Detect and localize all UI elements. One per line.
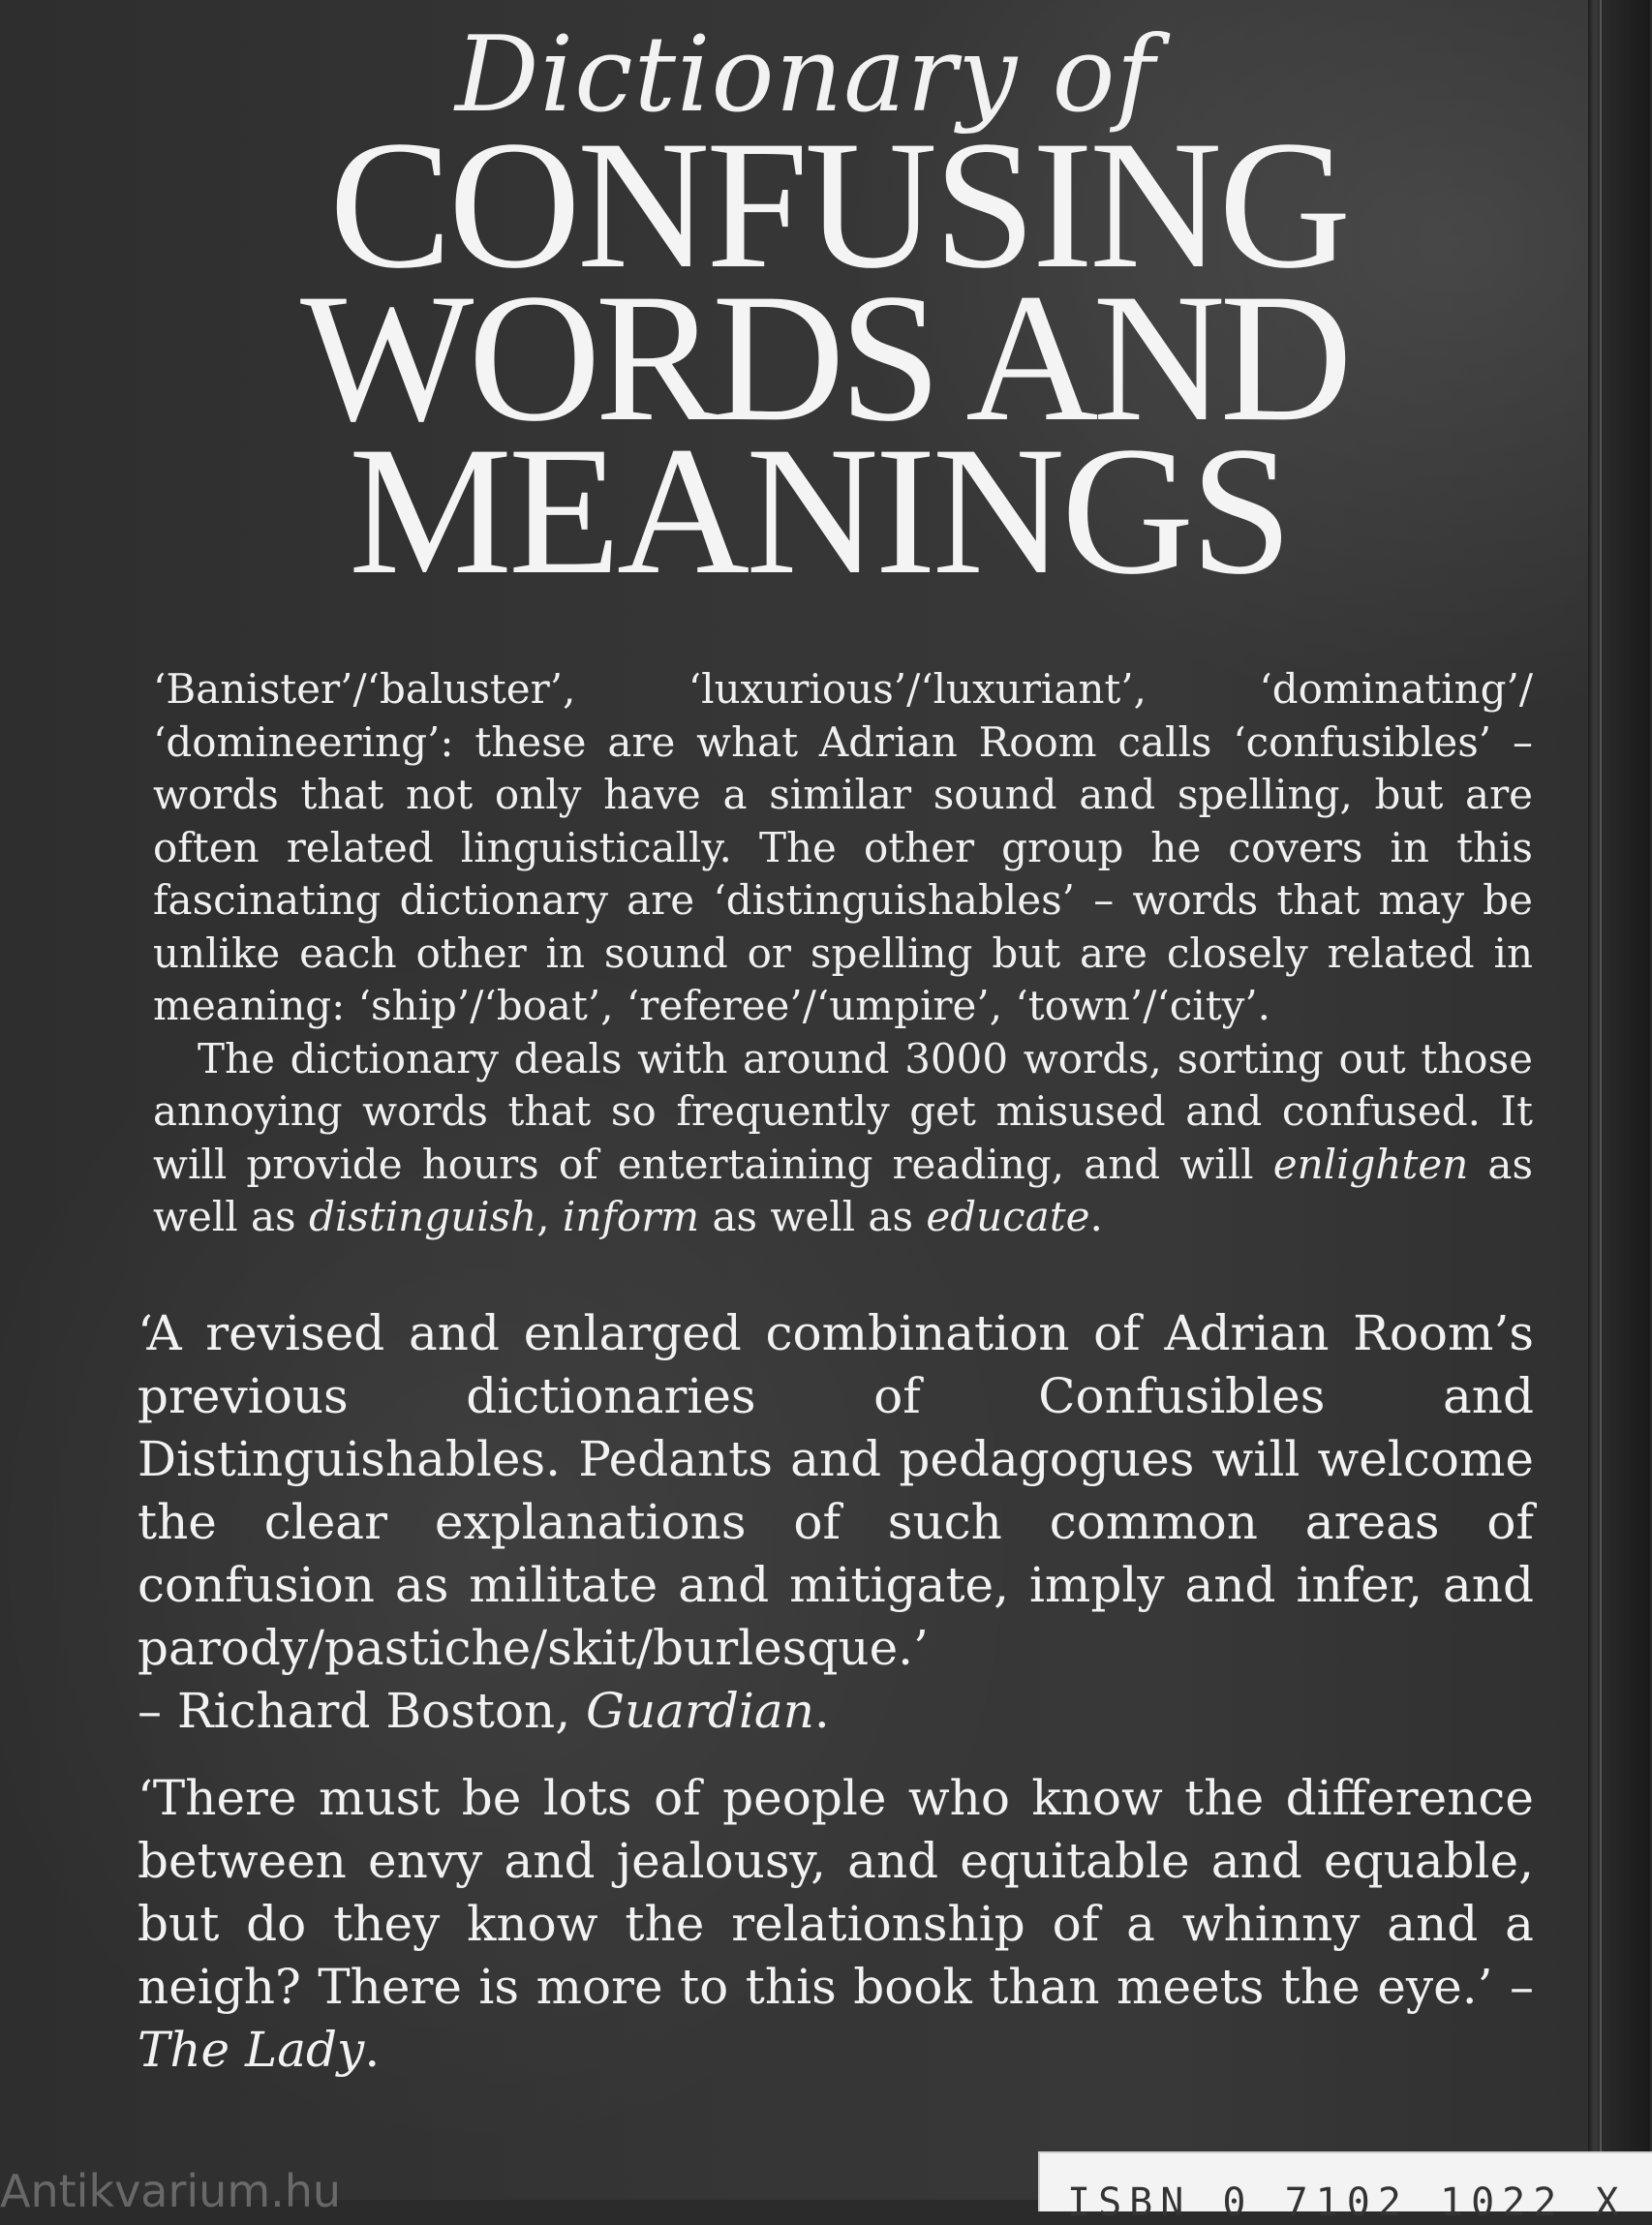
description-connector-2: , [536,1193,563,1240]
emphasis-enlighten: enlighten [1272,1140,1469,1188]
description-connector-3: as well as [699,1193,927,1240]
description-paragraph-2-text: The dictionary deals with around 3000 words, sorting out those annoying words that so frequently get misused and confused. It will provide hours of entertaining reading, and will [153,1034,1533,1188]
watermark-text: Antikvarium.hu [0,2165,342,2217]
isbn-number: ISBN 0 7102 1022 X [1067,2180,1627,2225]
review-attribution-end: . [364,2022,381,2078]
emphasis-distinguish: distinguish [308,1193,537,1240]
title-line-dictionary-of: Dictionary of [455,15,1156,136]
title-line-meanings: MEANINGS [349,410,1289,613]
review-quote-text: ‘A revised and enlarged combination of Adrian Room’s previous dictionaries of Confusibles and Distinguishables. Pedants and pedagogues will welcome the clear explanations of such common areas of confusion as militate and mitigate, imply and infer, and parody/pastiche/skit/burlesque.’ [138,1305,1534,1676]
review-quote-guardian [138,1302,1534,1743]
emphasis-educate: educate [926,1193,1090,1240]
review-source: Guardian [586,1683,814,1739]
isbn-sticker [1038,2151,1652,2225]
emphasis-inform: inform [562,1193,700,1240]
review-author: – Richard Boston, [138,1683,587,1739]
description-paragraph-2 [153,1033,1533,1244]
spine-edge [1588,0,1650,2200]
review-quote-the-lady [138,1767,1534,2082]
description-paragraph-1: ‘Banister’/‘baluster’, ‘luxurious’/‘luxuriant’, ‘dominating’/ ‘domineering’: these are what Adrian Room calls ‘confusibles’ – words that not only have a similar sound and spelling, but are often related linguistically. The other group he covers in this fascinating dictionary are ‘distinguishables’ – words that may be unlike each other in sound or spelling but are closely related in meaning: ‘ship’/‘boat’, ‘referee’/‘umpire’, ‘town’/‘city’. [153,665,1533,1029]
description-connector-1: as well as [153,1140,1533,1240]
book-description [153,663,1533,1244]
review-source: The Lady [138,2022,365,2078]
title-line-confusing: CONFUSING [329,104,1348,307]
review-quote-text: ‘There must be lots of people who know the difference between envy and jealousy, and equitable and equable, but do they know the relationship of a whinny and a neigh? There is more to this book than meets the eye.’ – [138,1770,1534,2015]
spine-fold-line [1600,0,1602,2200]
review-attribution [138,1680,1534,1743]
description-end: . [1089,1193,1103,1240]
review-attribution-end: . [813,1683,830,1739]
title-line-words-and: WORDS AND [300,257,1347,460]
